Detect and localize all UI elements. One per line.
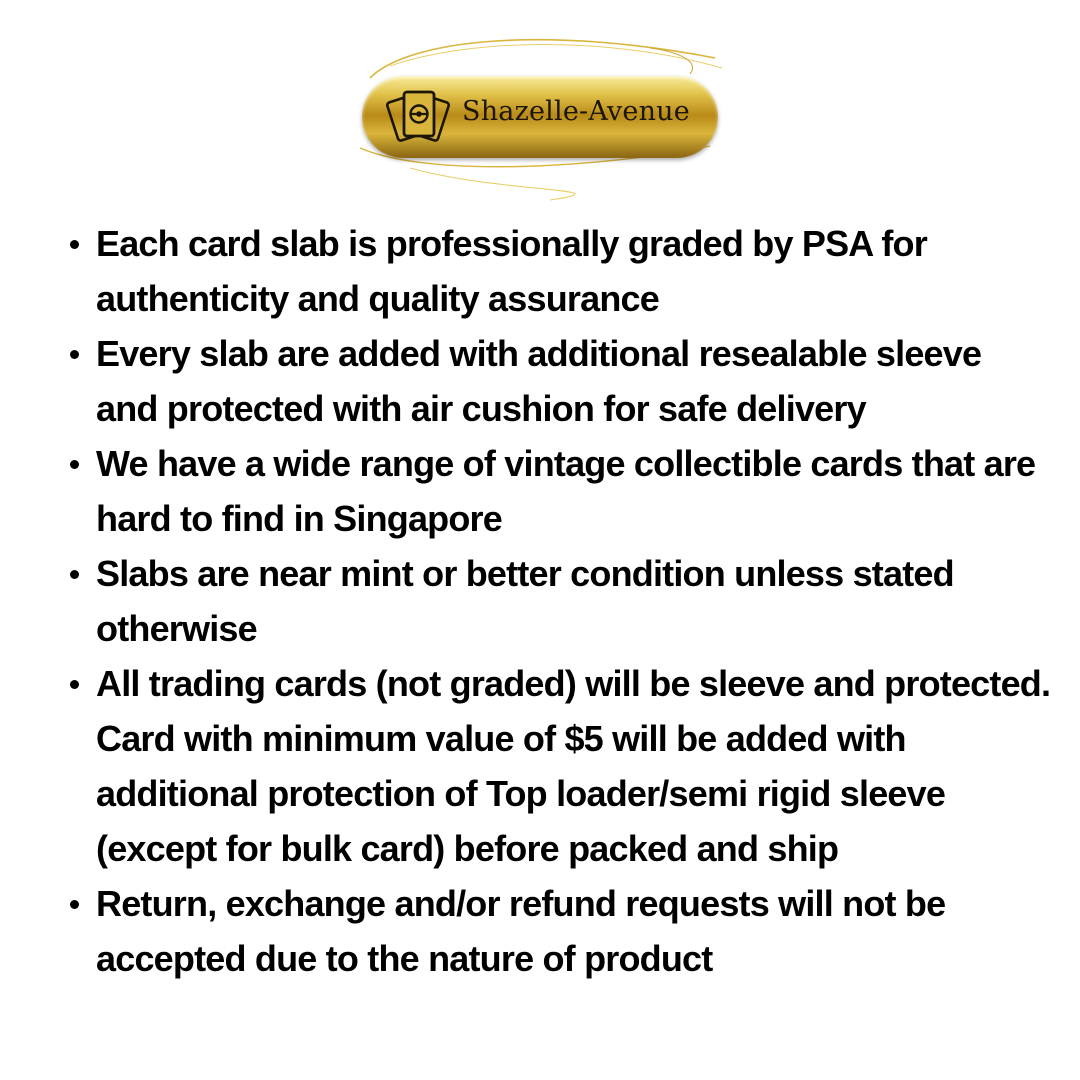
list-item [62, 436, 1052, 546]
brand-name: Shazelle-Avenue [462, 96, 690, 127]
list-item [62, 656, 1052, 876]
list-item-text: Every slab are added with additional resealable sleeve and protected with air cushion for safe delivery [96, 333, 982, 429]
list-item [62, 876, 1052, 986]
bullet-dot-icon [70, 900, 79, 909]
list-item-text: Slabs are near mint or better condition unless stated otherwise [96, 553, 954, 649]
list-item-text: We have a wide range of vintage collectible cards that are hard to find in Singapore [96, 443, 1036, 539]
cards-logo-icon [386, 84, 450, 150]
list-item-text: Return, exchange and/or refund requests will not be accepted due to the nature of product [96, 883, 946, 979]
list-item [62, 546, 1052, 656]
list-item-text: All trading cards (not graded) will be sleeve and protected. Card with minimum value of $5 will be added with additional protection of Top loader/semi rigid sleeve (except for bulk card) before packed and ship [96, 663, 1051, 869]
gold-plate [362, 76, 718, 158]
feature-list [62, 216, 1052, 986]
bullet-dot-icon [70, 350, 79, 359]
brand-logo [350, 18, 730, 203]
list-item [62, 326, 1052, 436]
list-item-text: Each card slab is professionally graded by PSA for authenticity and quality assurance [96, 223, 927, 319]
bullet-dot-icon [70, 240, 79, 249]
bullet-dot-icon [70, 570, 79, 579]
bullet-dot-icon [70, 680, 79, 689]
bullet-dot-icon [70, 460, 79, 469]
list-item [62, 216, 1052, 326]
